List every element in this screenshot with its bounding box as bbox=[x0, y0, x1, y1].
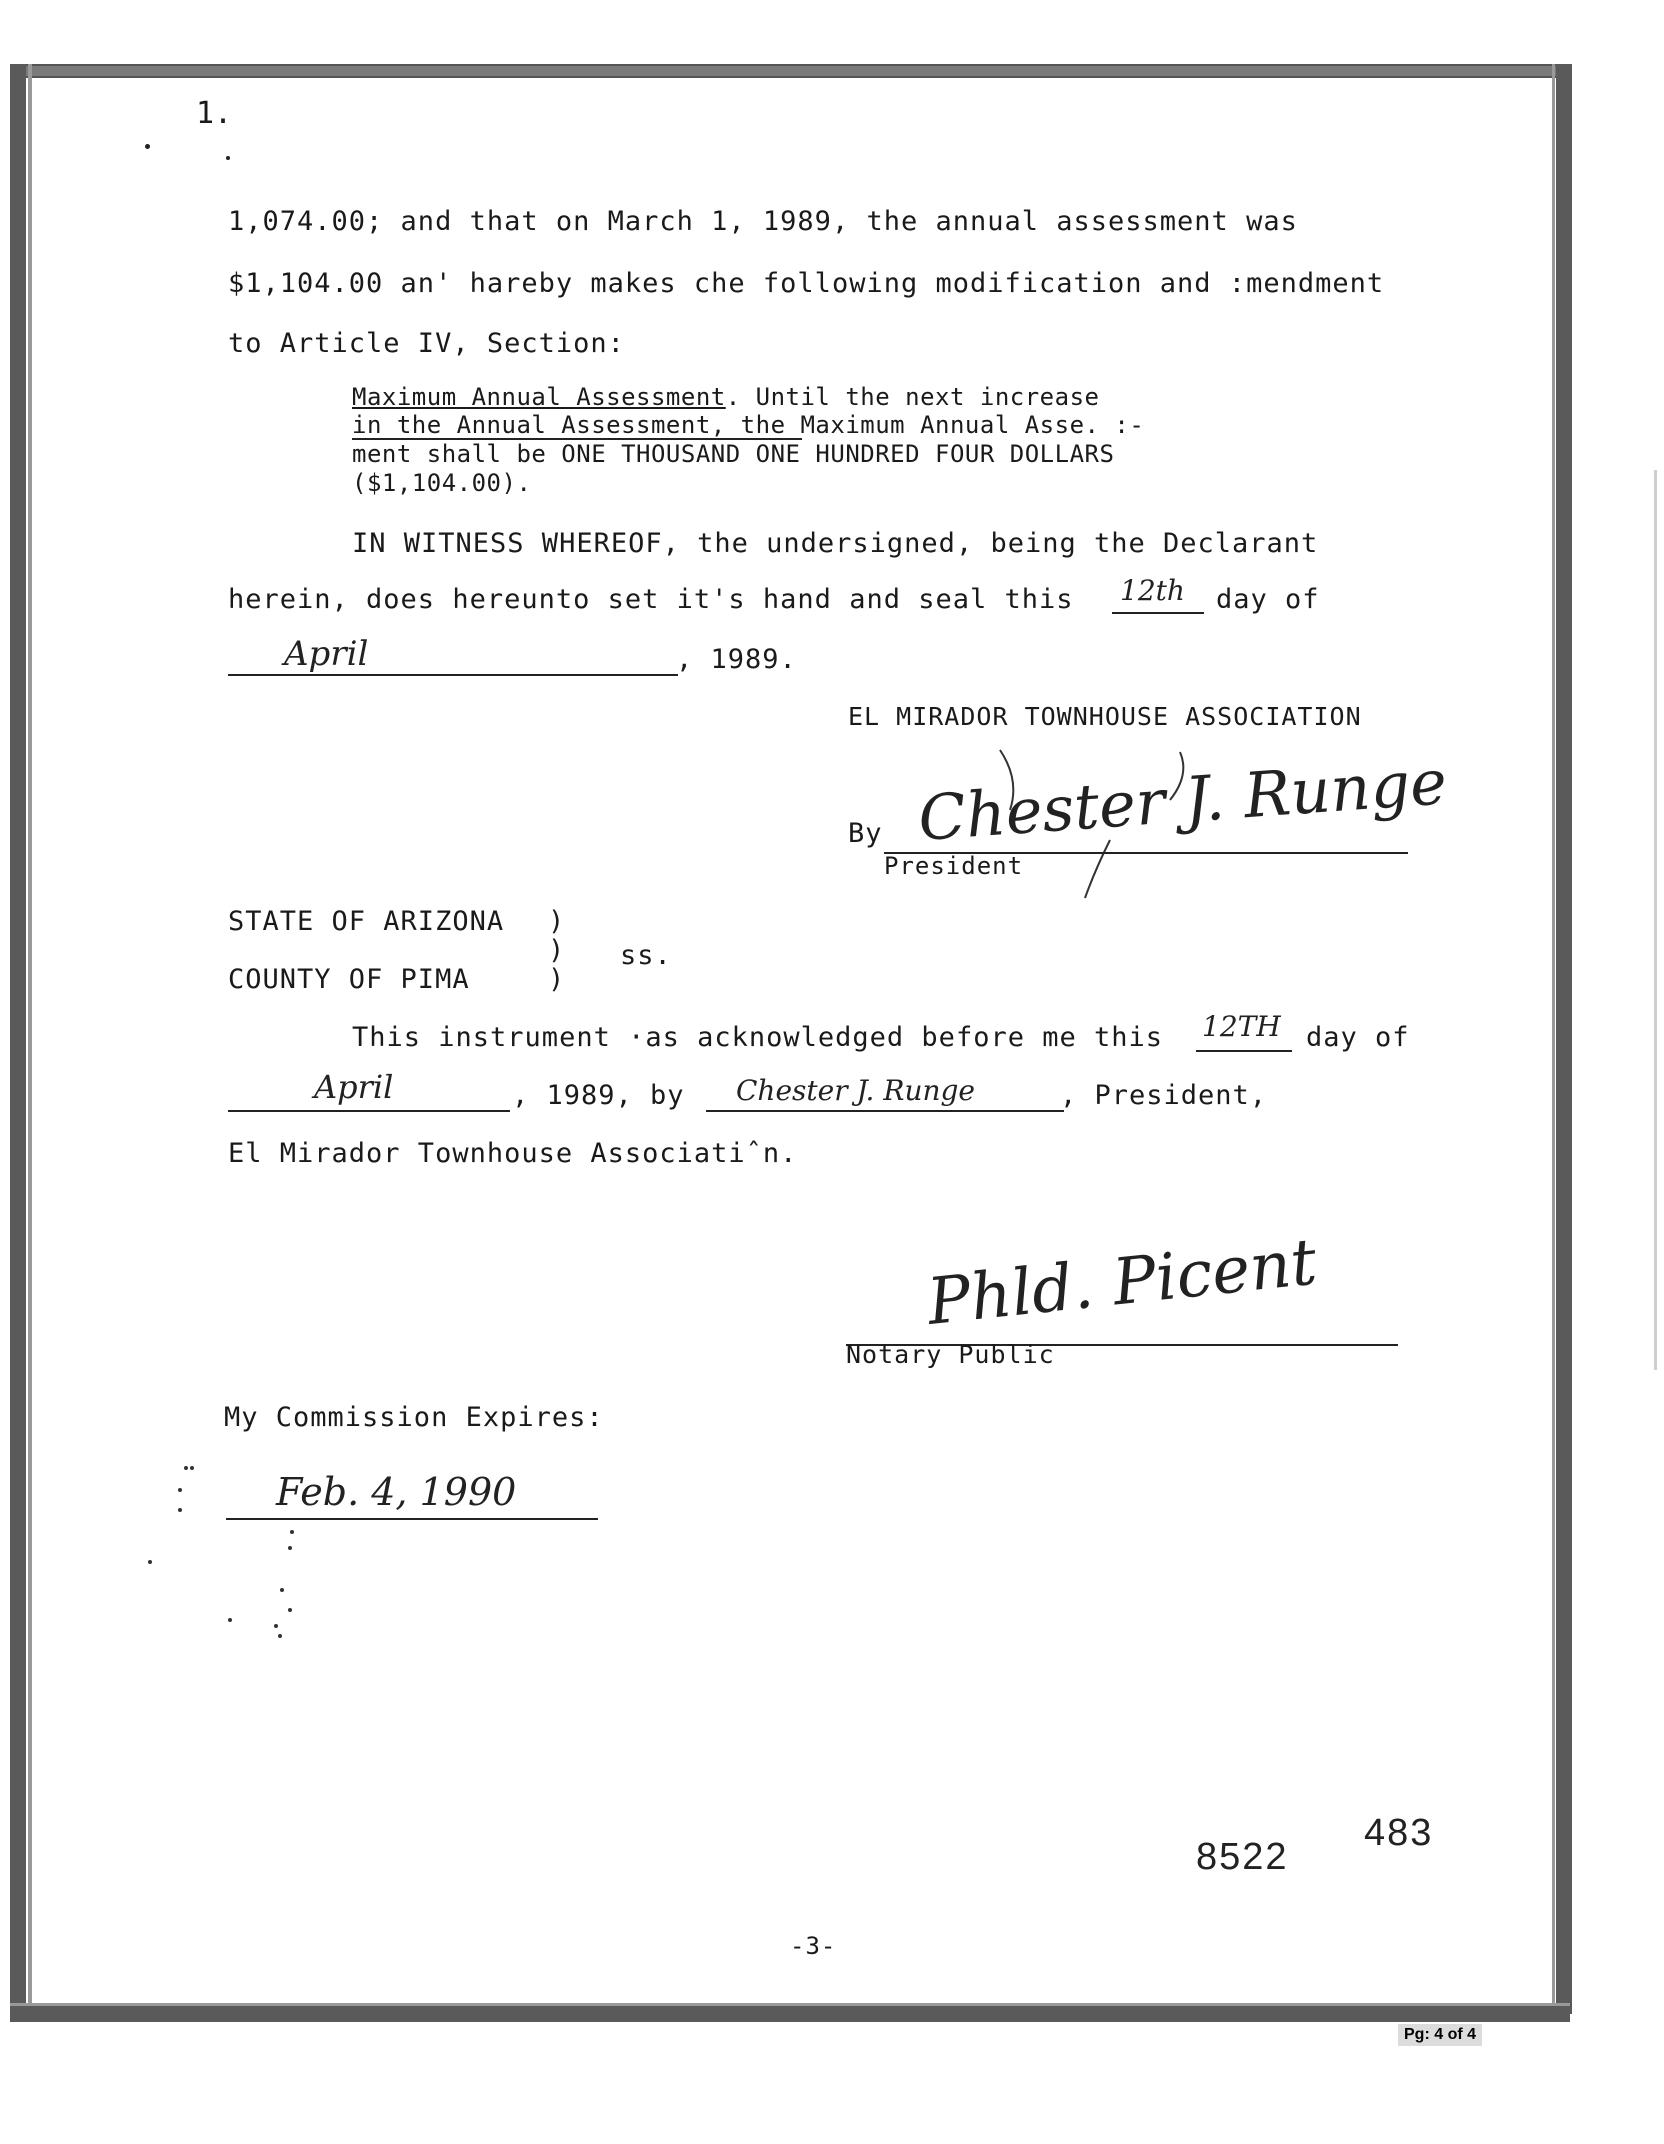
ack-month-handwritten: April bbox=[314, 1068, 394, 1106]
ack-name-handwritten: Chester J. Runge bbox=[736, 1074, 975, 1107]
witness-day-blank bbox=[1112, 612, 1204, 614]
paragraph-line-3: to Article IV, Section: bbox=[228, 328, 625, 359]
witness-month-handwritten: April bbox=[284, 634, 369, 674]
ack-line-3: El Mirador Townhouse Associatiˆn. bbox=[228, 1138, 798, 1169]
witness-line-2a: herein, does hereunto set it's hand and seal this bbox=[228, 584, 1074, 615]
recording-page: 483 bbox=[1364, 1812, 1434, 1854]
page-number: -3- bbox=[790, 1932, 837, 1960]
paragraph-line-2: $1,104.00 an' hareby makes che following modification and :mendment bbox=[228, 268, 1385, 299]
ack-day-blank bbox=[1196, 1050, 1292, 1052]
amendment-line-2: in the Annual Assessment, the Maximum Annual Asse. :- bbox=[352, 411, 1145, 439]
commission-label: My Commission Expires: bbox=[224, 1402, 604, 1433]
amendment-line-1-rest: . Until the next increase bbox=[725, 383, 1100, 411]
by-label: By bbox=[848, 818, 883, 849]
amendment-line-3: ment shall be ONE THOUSAND ONE HUNDRED FOUR DOLLARS bbox=[352, 440, 1115, 468]
amendment-heading: Maximum Annual Assessment bbox=[352, 383, 726, 411]
ack-name-blank bbox=[706, 1110, 1064, 1112]
witness-month-blank bbox=[228, 674, 678, 676]
witness-year: , 1989. bbox=[676, 644, 797, 675]
venue-state: STATE OF ARIZONA bbox=[228, 906, 505, 937]
venue-ss: ss. bbox=[620, 940, 672, 971]
ack-day-handwritten: 12TH bbox=[1202, 1010, 1281, 1043]
witness-line-2b: day of bbox=[1216, 584, 1320, 615]
ack-line-2-mid: , 1989, by bbox=[512, 1080, 685, 1111]
ack-line-1b: day of bbox=[1306, 1022, 1410, 1053]
witness-line-1: IN WITNESS WHEREOF, the undersigned, being the Declarant bbox=[352, 528, 1319, 559]
venue-paren-1: ) bbox=[548, 906, 566, 937]
stray-mark: 1. bbox=[196, 96, 233, 131]
amendment-line-4: ($1,104.00). bbox=[352, 469, 532, 497]
stray-dot bbox=[145, 144, 150, 149]
svg-text:Chester J. Runge: Chester J. Runge bbox=[915, 745, 1449, 855]
page-indicator: Pg: 4 of 4 bbox=[1398, 2024, 1482, 2046]
stray-dot bbox=[226, 156, 230, 160]
notary-label: Notary Public bbox=[846, 1340, 1055, 1369]
president-label: President bbox=[884, 852, 1024, 880]
venue-county: COUNTY OF PIMA bbox=[228, 964, 470, 995]
paragraph-line-1: 1,074.00; and that on March 1, 1989, the annual assessment was bbox=[228, 206, 1298, 237]
association-name: EL MIRADOR TOWNHOUSE ASSOCIATION bbox=[848, 702, 1362, 731]
commission-date-handwritten: Feb. 4, 1990 bbox=[276, 1470, 517, 1514]
ack-month-blank bbox=[228, 1110, 510, 1112]
ack-line-2-end: , President, bbox=[1060, 1080, 1268, 1111]
notary-signature bbox=[920, 1224, 1321, 1344]
venue-paren-2: ) bbox=[548, 935, 566, 966]
recording-docket: 8522 bbox=[1196, 1836, 1289, 1878]
witness-day-handwritten: 12th bbox=[1120, 574, 1185, 607]
scan-specks bbox=[140, 1430, 440, 1650]
ack-line-1a: This instrument ·as acknowledged before me this bbox=[352, 1022, 1164, 1053]
svg-text:Phld. Picent: Phld. Picent bbox=[923, 1225, 1321, 1340]
amendment-line-1 bbox=[352, 384, 1099, 411]
venue-paren-3: ) bbox=[548, 964, 566, 995]
